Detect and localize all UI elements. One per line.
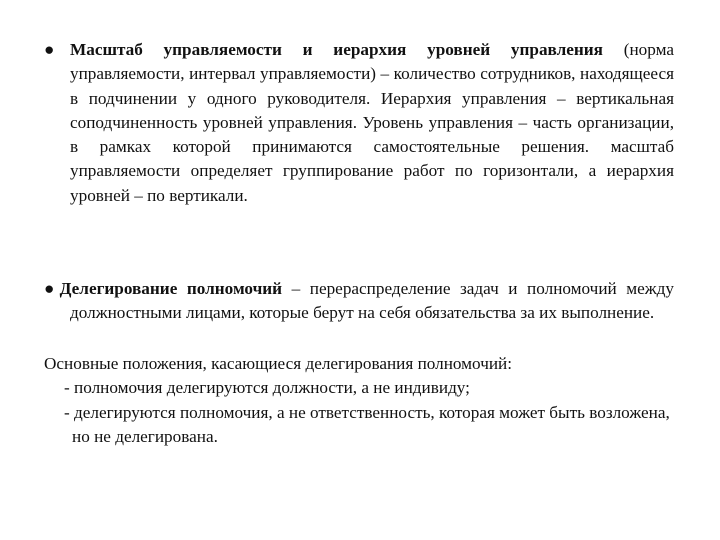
section-delegation-principles [44,352,674,449]
paragraph-delegation [44,277,674,326]
definition-delegation: – перераспределение задач и полномочий между должностными лицами, которые берут на себя обязательства за их выполнение. [70,279,674,323]
bullet-dot-icon: ● [44,40,55,59]
principles-intro: Основные положения, касающиеся делегирования полномочий: [44,354,513,373]
term-delegation: Делегирование полномочий [59,279,283,298]
principle-item: - полномочия делегируются должности, а не индивиду; [64,378,470,398]
paragraph-scale-of-control [44,38,674,208]
section-scale-of-control [44,38,674,208]
term-scale-of-control: Масштаб управляемости и иерархия уровней управления [70,40,603,59]
definition-scale-of-control: (норма управляемости, интервал управляемости) – количество сотрудников, находящееся в подчинении у одного руководителя. Иерархия управления – вертикальная соподчиненность уровней управления. Уровень управления – часть организации, в рамках которой принимаются самостоятельные решения. масштаб управляемости определяет группирование работ по горизонтали, а иерархия уровней – по вертикали. [70,40,674,205]
principle-item: - делегируются полномочия, а не ответственность, которая может быть возложена, но не делегирована. [64,402,670,446]
section-delegation [44,277,674,326]
bullet-dot-icon: ● [44,279,60,298]
